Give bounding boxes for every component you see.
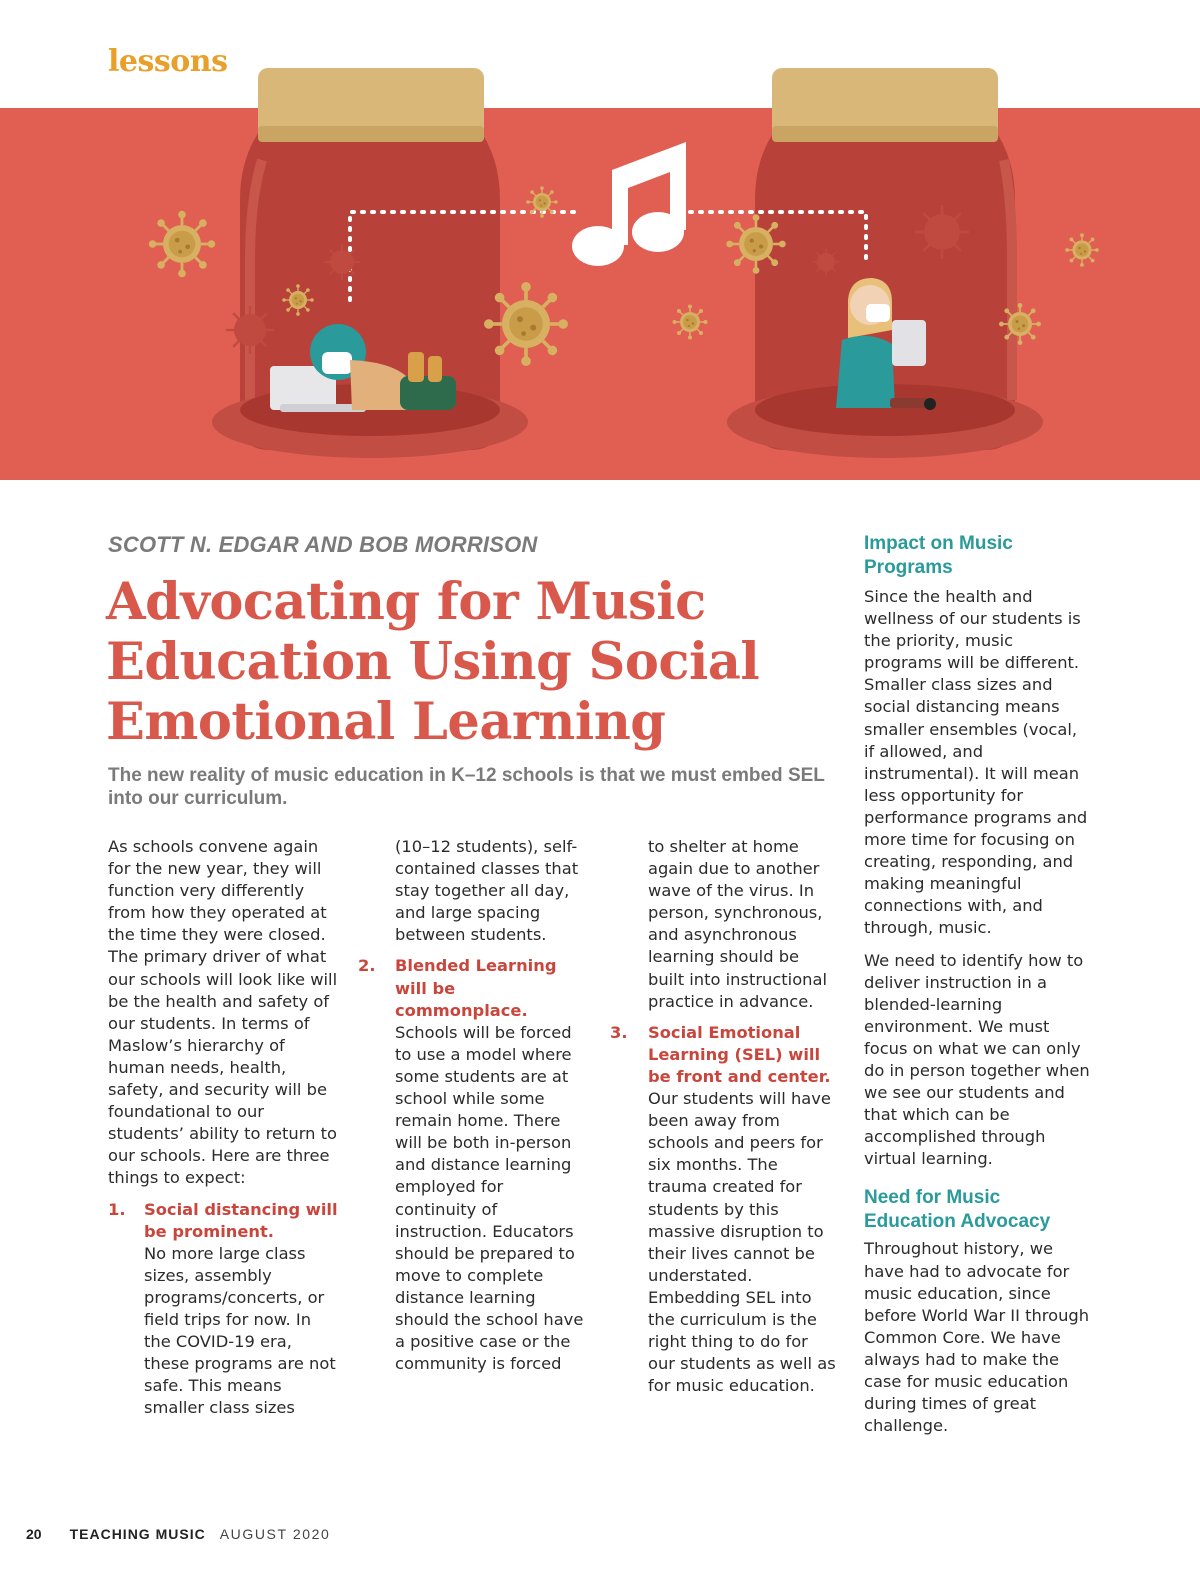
article-deck: The new reality of music education in K–12 schools is that we must embed SEL into our curriculum. [108,765,825,809]
list-number: 3. [610,1022,628,1042]
section-tag: lessons [108,44,228,79]
sidebar-paragraph: Since the health and wellness of our students is the priority, music programs will be different. Smaller class sizes and social distancing means smaller ensembles (vocal, if allowed, and instrumental). It will mean less opportunity for performance programs and more time for focusing on creating, responding, and making meaningful connections with, and through, music. [864,587,1088,938]
body-column-1 [108,836,338,1419]
list-item [108,1199,338,1420]
sidebar-heading: Impact on Music Programs [864,533,1013,578]
list-item-lead: Social Emotional Learning (SEL) will be front and center. [648,1022,831,1086]
list-number: 1. [108,1199,126,1219]
sidebar-paragraph: Throughout history, we have had to advocate for music education, since before World War II through Common Core. We have always had to make the case for music education during times of great challenge. [864,1239,1090,1436]
magazine-name: TEACHING MUSIC [69,1526,206,1542]
list-item-continued: to shelter at home again due to another wave of the virus. In person, synchronous, and asynchronous learning should be built into instructional practice in advance. [648,837,827,1011]
page-footer [26,1526,330,1542]
issue-date: AUGUST 2020 [219,1526,331,1542]
intro-paragraph: As schools convene again for the new year, they will function very differently from how they operated at the time they were closed. The primary driver of what our schools will look like will be the health and safety of our students. In terms of Maslow’s hierarchy of human needs, health, safety, and security will be foundational to our students’ ability to return to our schools. Here are three things to expect: [108,837,338,1188]
body-column-2 [358,836,584,1375]
list-item-lead: Social distancing will be prominent. [144,1199,338,1241]
sidebar-heading: Need for Music Education Advocacy [864,1187,1051,1233]
sidebar-column [864,532,1090,1447]
list-item-body: Schools will be forced to use a model where some students are at school while some remain home. There will be both in-person and distance learning employed for continuity of instruction. Educators should be prepared to move to complete distance learning should the school have a positive case or the community is forced [395,1022,584,1374]
page-number: 20 [26,1526,42,1542]
byline: SCOTT N. EDGAR AND BOB MORRISON [108,532,538,557]
list-item-body: Our students will have been away from schools and peers for six months. The trauma created for students by this massive disruption to their lives cannot be understated. Embedding SEL into the curriculum is the right thing to do for our students as well as for music education. [648,1089,836,1396]
list-number: 2. [358,956,376,976]
list-item [358,955,584,1375]
tablet-icon [892,320,926,366]
sidebar-paragraph: We need to identify how to deliver instruction in a blended-learning environment. We must focus on what we can only do in person together when we see our students and that which can be accomplished through virtual learning. [864,950,1090,1169]
article-title: Advocating for Music Education Using Social Emotional Learning [106,572,760,752]
list-item-body: No more large class sizes, assembly programs/concerts, or field trips for now. In the COVID-19 era, these programs are not safe. This means smaller class sizes [144,1243,336,1418]
list-item-lead: Blended Learning will be commonplace. [395,956,557,1020]
list-item-continued: (10–12 students), self-contained classes that stay together all day, and large spacing between students. [395,837,579,945]
body-column-3 [610,836,836,1397]
list-item [610,1022,836,1398]
